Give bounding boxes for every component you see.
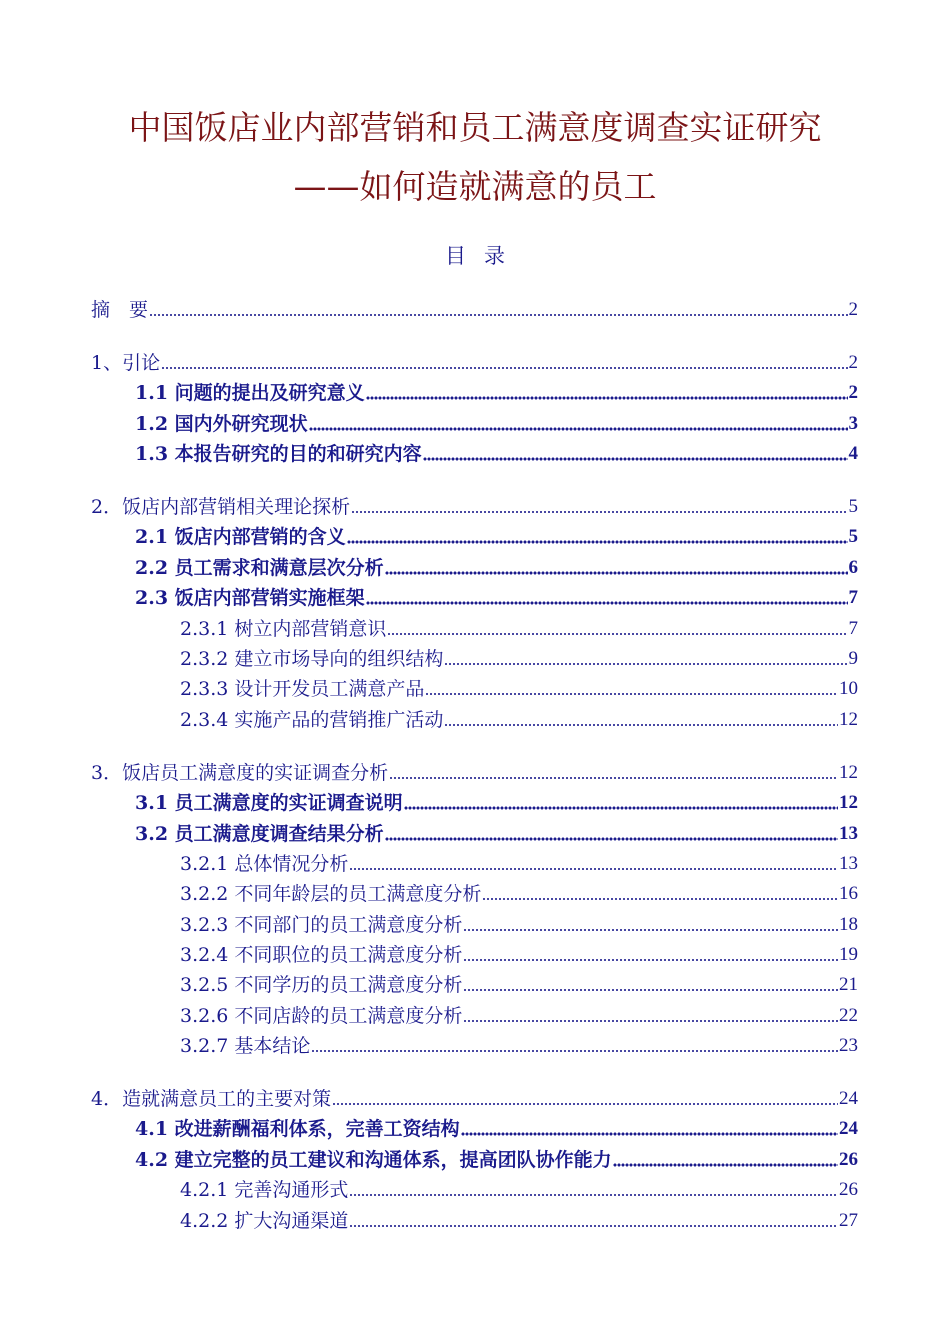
toc-entry-page-number: 24 xyxy=(839,1088,858,1109)
toc-entry-label: 3.2.4 不同职位的员工满意度分析 xyxy=(180,944,463,966)
toc-entry[interactable] xyxy=(180,613,858,641)
toc-entry-page-number: 4 xyxy=(848,443,858,464)
toc-entry-page-number: 23 xyxy=(839,1035,858,1056)
toc-entry-page-number: 22 xyxy=(839,1005,858,1026)
toc-entry-page-number: 12 xyxy=(839,762,858,783)
toc-entry-label: 1.1 问题的提出及研究意义 xyxy=(135,382,365,404)
toc-dot-leader xyxy=(423,457,848,461)
toc-dot-leader xyxy=(444,662,847,666)
toc-dot-leader xyxy=(385,837,838,841)
toc-entry-label: 3.2.2 不同年龄层的员工满意度分析 xyxy=(180,883,482,905)
toc-entry-page-number: 21 xyxy=(839,974,858,995)
toc-entry-label: 2．饭店内部营销相关理论探析 xyxy=(91,496,351,518)
toc-dot-leader xyxy=(349,867,838,871)
toc-entry[interactable] xyxy=(180,643,858,671)
toc-dot-leader xyxy=(332,1102,838,1106)
toc-entry[interactable] xyxy=(135,408,858,436)
toc-entry[interactable] xyxy=(135,1113,858,1141)
toc-entry[interactable] xyxy=(91,491,858,519)
toc-entry[interactable] xyxy=(135,818,858,846)
toc-entry-page-number: 7 xyxy=(848,618,858,639)
toc-entry-page-number: 16 xyxy=(839,883,858,904)
toc-dot-leader xyxy=(387,632,847,636)
toc-dot-leader xyxy=(461,1132,838,1136)
toc-dot-leader xyxy=(366,601,848,605)
toc-entry[interactable] xyxy=(135,787,858,815)
toc-entry-label: 4.1 改进薪酬福利体系，完善工资结构 xyxy=(135,1118,460,1140)
toc-entry[interactable] xyxy=(180,848,858,876)
toc-dot-leader xyxy=(482,897,838,901)
toc-entry[interactable] xyxy=(180,1030,858,1058)
toc-entry-label: 2.3.2 建立市场导向的组织结构 xyxy=(180,648,444,670)
toc-entry-page-number: 2 xyxy=(848,352,858,373)
toc-entry-page-number: 12 xyxy=(839,709,858,730)
toc-entry-label: 1、引论 xyxy=(91,352,161,374)
toc-entry[interactable] xyxy=(91,347,858,375)
toc-entry-label: 3.2.5 不同学历的员工满意度分析 xyxy=(180,974,463,996)
toc-dot-leader xyxy=(444,723,838,727)
toc-entry[interactable] xyxy=(135,552,858,580)
toc-entry[interactable] xyxy=(135,521,858,549)
toc-entry-page-number: 2 xyxy=(848,382,858,403)
toc-entry-page-number: 13 xyxy=(839,823,858,844)
toc-entry-page-number: 26 xyxy=(839,1179,858,1200)
toc-dot-leader xyxy=(385,571,848,575)
toc-dot-leader xyxy=(366,396,848,400)
toc-entry-page-number: 10 xyxy=(839,678,858,699)
toc-entry[interactable] xyxy=(91,294,858,322)
toc-dot-leader xyxy=(463,928,838,932)
toc-entry-label: 3.1 员工满意度的实证调查说明 xyxy=(135,792,403,814)
toc-entry-label: 4.2 建立完整的员工建议和沟通体系，提高团队协作能力 xyxy=(135,1149,612,1171)
toc-entry-page-number: 24 xyxy=(839,1118,858,1139)
toc-entry[interactable] xyxy=(180,704,858,732)
toc-entry-label: 2.3.3 设计开发员工满意产品 xyxy=(180,678,425,700)
toc-entry-page-number: 2 xyxy=(848,299,858,320)
toc-dot-leader xyxy=(149,313,847,317)
toc-entry[interactable] xyxy=(180,878,858,906)
toc-dot-leader xyxy=(347,540,848,544)
toc-entry-label: 2.3.1 树立内部营销意识 xyxy=(180,618,387,640)
toc-dot-leader xyxy=(389,776,838,780)
toc-entry-label: 2.2 员工需求和满意层次分析 xyxy=(135,557,384,579)
toc-dot-leader xyxy=(161,366,847,370)
toc-entry[interactable] xyxy=(180,673,858,701)
toc-entry-label: 2.1 饭店内部营销的含义 xyxy=(135,526,346,548)
toc-entry[interactable] xyxy=(91,1083,858,1111)
toc-dot-leader xyxy=(309,427,848,431)
toc-entry-label: 3．饭店员工满意度的实证调查分析 xyxy=(91,762,389,784)
toc-entry[interactable] xyxy=(91,757,858,785)
toc-entry-page-number: 3 xyxy=(848,413,858,434)
document-subtitle: ——如何造就满意的员工 xyxy=(293,167,657,206)
toc-dot-leader xyxy=(463,958,838,962)
toc-entry[interactable] xyxy=(135,377,858,405)
toc-entry[interactable] xyxy=(135,582,858,610)
toc-entry-label: 3.2.7 基本结论 xyxy=(180,1035,311,1057)
toc-entry-label: 4.2.2 扩大沟通渠道 xyxy=(180,1210,349,1232)
toc-entry-label: 3.2.3 不同部门的员工满意度分析 xyxy=(180,914,463,936)
toc-dot-leader xyxy=(613,1163,838,1167)
toc-dot-leader xyxy=(425,692,838,696)
toc-entry-label: 1.2 国内外研究现状 xyxy=(135,413,308,435)
toc-entry-label: 1.3 本报告研究的目的和研究内容 xyxy=(135,443,422,465)
toc-entry[interactable] xyxy=(180,909,858,937)
toc-entry[interactable] xyxy=(180,1174,858,1202)
toc-dot-leader xyxy=(404,806,838,810)
toc-entry-label: 4.2.1 完善沟通形式 xyxy=(180,1179,349,1201)
toc-entry-page-number: 5 xyxy=(848,496,858,517)
toc-entry-page-number: 26 xyxy=(839,1149,858,1170)
toc-entry[interactable] xyxy=(135,438,858,466)
toc-entry-page-number: 27 xyxy=(839,1210,858,1231)
toc-dot-leader xyxy=(463,1019,838,1023)
toc-entry-page-number: 6 xyxy=(848,557,858,578)
toc-entry-page-number: 5 xyxy=(848,526,858,547)
toc-entry[interactable] xyxy=(135,1144,858,1172)
toc-dot-leader xyxy=(463,988,838,992)
toc-entry[interactable] xyxy=(180,939,858,967)
toc-entry-label: 3.2 员工满意度调查结果分析 xyxy=(135,823,384,845)
toc-entry[interactable] xyxy=(180,969,858,997)
toc-entry-page-number: 18 xyxy=(839,914,858,935)
toc-dot-leader xyxy=(311,1049,838,1053)
document-title: 中国饭店业内部营销和员工满意度调查实证研究 xyxy=(128,108,822,147)
toc-entry-page-number: 7 xyxy=(848,587,858,608)
toc-entry[interactable] xyxy=(180,1000,858,1028)
toc-dot-leader xyxy=(351,510,847,514)
toc-entry-label: 4．造就满意员工的主要对策 xyxy=(91,1088,332,1110)
toc-entry-label: 3.2.1 总体情况分析 xyxy=(180,853,349,875)
toc-entry-label: 2.3 饭店内部营销实施框架 xyxy=(135,587,365,609)
toc-dot-leader xyxy=(349,1193,838,1197)
toc-entry[interactable] xyxy=(180,1205,858,1233)
toc-entry-page-number: 13 xyxy=(839,853,858,874)
toc-entry-label: 摘 要 xyxy=(91,299,149,321)
toc-entry-page-number: 9 xyxy=(848,648,858,669)
toc-dot-leader xyxy=(349,1224,838,1228)
toc-entry-label: 2.3.4 实施产品的营销推广活动 xyxy=(180,709,444,731)
toc-entry-page-number: 19 xyxy=(839,944,858,965)
toc-heading: 目录 xyxy=(445,244,523,268)
toc-entry-label: 3.2.6 不同店龄的员工满意度分析 xyxy=(180,1005,463,1027)
toc-entry-page-number: 12 xyxy=(839,792,858,813)
